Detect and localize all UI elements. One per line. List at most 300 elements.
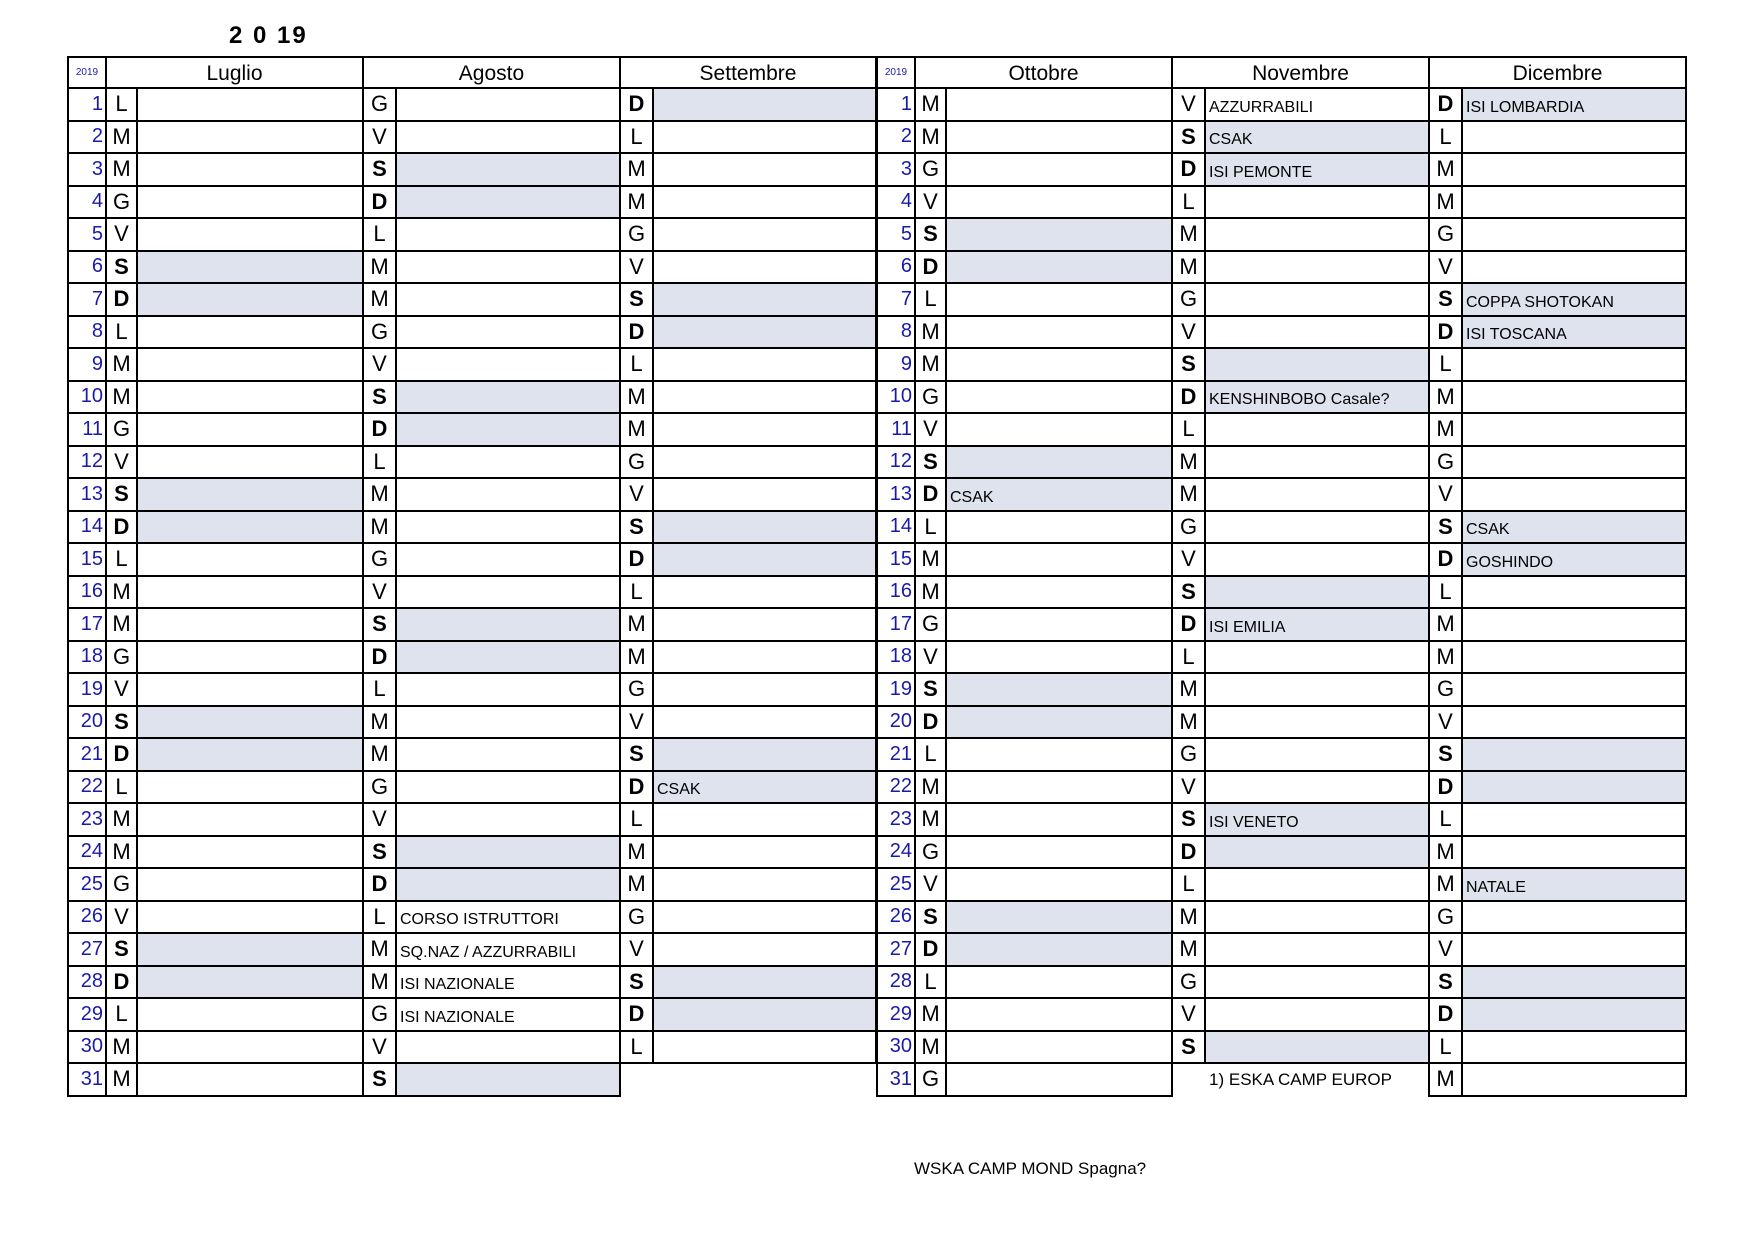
weekday-letter-ottobre: G [915, 836, 946, 869]
day-number: 21 [68, 738, 106, 771]
weekday-letter-ottobre: D [915, 478, 946, 511]
day-row [68, 316, 876, 349]
event-cell-luglio[interactable] [137, 511, 363, 544]
weekday-letter-dicembre: M [1429, 413, 1462, 446]
page-title: 2 0 19 [229, 22, 308, 49]
day-row [877, 1063, 1686, 1096]
weekday-letter-settembre: D [620, 543, 653, 576]
event-cell-dicembre[interactable] [1462, 153, 1686, 186]
event-cell-novembre[interactable]: AZZURRABILI [1205, 88, 1429, 121]
event-cell-ottobre[interactable]: CSAK [946, 478, 1172, 511]
weekday-letter-ottobre: D [915, 706, 946, 739]
day-row [68, 186, 876, 219]
event-cell-novembre[interactable] [1205, 771, 1429, 804]
event-cell-dicembre[interactable] [1462, 641, 1686, 674]
event-cell-agosto[interactable] [396, 251, 620, 284]
event-cell-settembre[interactable] [653, 933, 876, 966]
weekday-letter-novembre: D [1172, 153, 1205, 186]
event-cell-dicembre[interactable] [1462, 1063, 1686, 1096]
event-cell-agosto[interactable] [396, 283, 620, 316]
event-cell-agosto[interactable] [396, 511, 620, 544]
event-cell-luglio[interactable] [137, 348, 363, 381]
day-row [68, 771, 876, 804]
event-cell-dicembre[interactable] [1462, 251, 1686, 284]
day-number: 8 [877, 316, 915, 349]
day-row [68, 543, 876, 576]
footer-note: WSKA CAMP MOND Spagna? [914, 1159, 1147, 1178]
weekday-letter-luglio: L [106, 88, 137, 121]
event-cell-ottobre[interactable] [946, 1063, 1172, 1096]
event-cell-ottobre[interactable] [946, 901, 1172, 934]
event-cell-luglio[interactable] [137, 218, 363, 251]
event-cell-novembre[interactable] [1205, 933, 1429, 966]
event-cell-dicembre[interactable] [1462, 901, 1686, 934]
event-cell-agosto[interactable]: ISI NAZIONALE [396, 998, 620, 1031]
day-row [877, 706, 1686, 739]
day-number: 28 [877, 966, 915, 999]
weekday-letter-settembre: V [620, 933, 653, 966]
event-cell-agosto[interactable] [396, 576, 620, 609]
event-cell-agosto[interactable]: SQ.NAZ / AZZURRABILI [396, 933, 620, 966]
event-cell-dicembre[interactable]: ISI TOSCANA [1462, 316, 1686, 349]
event-cell-luglio[interactable] [137, 1063, 363, 1096]
event-cell-settembre[interactable] [653, 738, 876, 771]
day-number: 22 [877, 771, 915, 804]
event-cell-ottobre[interactable] [946, 283, 1172, 316]
event-cell-ottobre[interactable] [946, 1031, 1172, 1064]
weekday-letter-settembre: V [620, 706, 653, 739]
event-cell-novembre[interactable] [1205, 283, 1429, 316]
weekday-letter-ottobre: G [915, 381, 946, 414]
day-row [68, 966, 876, 999]
weekday-letter-settembre: M [620, 413, 653, 446]
weekday-letter-dicembre: D [1429, 88, 1462, 121]
event-cell-dicembre[interactable] [1462, 966, 1686, 999]
event-cell-settembre[interactable] [653, 673, 876, 706]
event-cell-agosto[interactable] [396, 316, 620, 349]
weekday-letter-ottobre: V [915, 641, 946, 674]
day-row [68, 88, 876, 121]
day-row [877, 186, 1686, 219]
event-cell-agosto[interactable] [396, 706, 620, 739]
day-number: 25 [877, 868, 915, 901]
weekday-letter-dicembre: L [1429, 1031, 1462, 1064]
event-cell-luglio[interactable] [137, 901, 363, 934]
day-row [877, 803, 1686, 836]
weekday-letter-luglio: V [106, 673, 137, 706]
event-cell-dicembre[interactable] [1462, 348, 1686, 381]
event-cell-agosto[interactable] [396, 121, 620, 154]
event-cell-luglio[interactable] [137, 543, 363, 576]
event-cell-agosto[interactable] [396, 803, 620, 836]
event-cell-settembre[interactable] [653, 316, 876, 349]
weekday-letter-agosto: G [363, 88, 396, 121]
event-cell-agosto[interactable] [396, 478, 620, 511]
weekday-letter-ottobre: V [915, 413, 946, 446]
event-cell-dicembre[interactable]: NATALE [1462, 868, 1686, 901]
event-cell-settembre[interactable] [653, 706, 876, 739]
weekday-letter-dicembre: D [1429, 998, 1462, 1031]
event-cell-agosto[interactable]: ISI NAZIONALE [396, 966, 620, 999]
event-cell-ottobre[interactable] [946, 153, 1172, 186]
event-cell-ottobre[interactable] [946, 868, 1172, 901]
event-cell-agosto[interactable] [396, 446, 620, 479]
day-row [68, 511, 876, 544]
event-cell-settembre[interactable] [653, 511, 876, 544]
event-cell-agosto[interactable] [396, 771, 620, 804]
weekday-letter-novembre: S [1172, 348, 1205, 381]
day-number: 13 [68, 478, 106, 511]
event-cell-ottobre[interactable] [946, 966, 1172, 999]
event-cell-settembre[interactable] [653, 88, 876, 121]
event-cell-luglio[interactable] [137, 641, 363, 674]
event-cell-ottobre[interactable] [946, 803, 1172, 836]
event-cell-dicembre[interactable] [1462, 381, 1686, 414]
event-cell-luglio[interactable] [137, 966, 363, 999]
event-cell-novembre[interactable] [1205, 543, 1429, 576]
weekday-letter-settembre: G [620, 673, 653, 706]
event-cell-novembre[interactable] [1205, 348, 1429, 381]
weekday-letter-luglio: L [106, 771, 137, 804]
event-cell-novembre[interactable] [1205, 218, 1429, 251]
weekday-letter-novembre: M [1172, 901, 1205, 934]
event-cell-luglio[interactable] [137, 316, 363, 349]
event-cell-luglio[interactable] [137, 186, 363, 219]
event-cell-agosto[interactable] [396, 348, 620, 381]
event-cell-luglio[interactable] [137, 608, 363, 641]
weekday-letter-novembre: G [1172, 966, 1205, 999]
event-cell-settembre[interactable] [653, 608, 876, 641]
event-cell-settembre[interactable] [653, 218, 876, 251]
event-cell-luglio[interactable] [137, 998, 363, 1031]
weekday-letter-ottobre: M [915, 121, 946, 154]
event-cell-ottobre[interactable] [946, 251, 1172, 284]
weekday-letter-luglio: M [106, 153, 137, 186]
event-cell-settembre[interactable] [653, 186, 876, 219]
event-cell-agosto[interactable] [396, 608, 620, 641]
event-cell-novembre[interactable] [1205, 836, 1429, 869]
event-cell-luglio[interactable] [137, 381, 363, 414]
event-cell-agosto[interactable] [396, 641, 620, 674]
event-cell-luglio[interactable] [137, 576, 363, 609]
event-cell-novembre[interactable] [1205, 641, 1429, 674]
weekday-letter-luglio: V [106, 218, 137, 251]
event-cell-settembre[interactable] [653, 966, 876, 999]
event-cell-ottobre[interactable] [946, 218, 1172, 251]
event-cell-agosto[interactable] [396, 673, 620, 706]
event-cell-ottobre[interactable] [946, 121, 1172, 154]
event-cell-settembre[interactable] [653, 576, 876, 609]
event-cell-settembre[interactable] [653, 478, 876, 511]
day-number: 20 [877, 706, 915, 739]
event-cell-dicembre[interactable] [1462, 673, 1686, 706]
weekday-letter-settembre: M [620, 836, 653, 869]
event-cell-luglio[interactable] [137, 413, 363, 446]
weekday-letter-agosto: L [363, 446, 396, 479]
weekday-letter-novembre: S [1172, 121, 1205, 154]
weekday-letter-luglio: M [106, 576, 137, 609]
event-cell-novembre[interactable] [1205, 576, 1429, 609]
event-cell-ottobre[interactable] [946, 641, 1172, 674]
event-cell-settembre[interactable] [653, 283, 876, 316]
event-cell-dicembre[interactable] [1462, 738, 1686, 771]
event-cell-settembre[interactable] [653, 446, 876, 479]
weekday-letter-luglio: M [106, 348, 137, 381]
weekday-letter-novembre: G [1172, 283, 1205, 316]
event-cell-dicembre[interactable] [1462, 413, 1686, 446]
day-row [68, 803, 876, 836]
event-cell-dicembre[interactable] [1462, 771, 1686, 804]
weekday-letter-novembre: M [1172, 673, 1205, 706]
event-cell-luglio[interactable] [137, 153, 363, 186]
event-cell-luglio[interactable] [137, 478, 363, 511]
event-cell-settembre[interactable] [653, 153, 876, 186]
event-cell-luglio[interactable] [137, 446, 363, 479]
weekday-letter-agosto: M [363, 251, 396, 284]
day-number: 19 [877, 673, 915, 706]
event-cell-ottobre[interactable] [946, 576, 1172, 609]
event-cell-novembre[interactable]: KENSHINBOBO Casale? [1205, 381, 1429, 414]
weekday-letter-agosto: D [363, 186, 396, 219]
event-cell-dicembre[interactable] [1462, 121, 1686, 154]
day-number: 27 [68, 933, 106, 966]
event-cell-dicembre[interactable] [1462, 608, 1686, 641]
event-cell-agosto[interactable] [396, 1031, 620, 1064]
weekday-letter-settembre: S [620, 511, 653, 544]
event-cell-agosto[interactable] [396, 153, 620, 186]
event-cell-luglio[interactable] [137, 121, 363, 154]
event-cell-settembre[interactable] [653, 641, 876, 674]
event-cell-dicembre[interactable]: CSAK [1462, 511, 1686, 544]
weekday-letter-novembre: M [1172, 933, 1205, 966]
event-cell-luglio[interactable] [137, 1031, 363, 1064]
weekday-letter-settembre: L [620, 121, 653, 154]
event-cell-dicembre[interactable] [1462, 836, 1686, 869]
weekday-letter-luglio: M [106, 121, 137, 154]
event-cell-novembre[interactable] [1205, 901, 1429, 934]
event-cell-novembre[interactable] [1205, 868, 1429, 901]
event-cell-dicembre[interactable] [1462, 576, 1686, 609]
event-cell-agosto[interactable] [396, 381, 620, 414]
event-cell-luglio[interactable] [137, 933, 363, 966]
day-number: 20 [68, 706, 106, 739]
event-cell-luglio[interactable] [137, 283, 363, 316]
event-cell-dicembre[interactable]: GOSHINDO [1462, 543, 1686, 576]
event-cell-settembre[interactable] [653, 381, 876, 414]
event-cell-novembre[interactable]: ISI VENETO [1205, 803, 1429, 836]
weekday-letter-luglio: L [106, 998, 137, 1031]
event-cell-ottobre[interactable] [946, 381, 1172, 414]
event-cell-dicembre[interactable] [1462, 186, 1686, 219]
day-number: 11 [877, 413, 915, 446]
day-number: 10 [68, 381, 106, 414]
day-number: 1 [877, 88, 915, 121]
weekday-letter-settembre: M [620, 381, 653, 414]
event-cell-luglio[interactable] [137, 771, 363, 804]
weekday-letter-settembre: M [620, 641, 653, 674]
event-cell-dicembre[interactable] [1462, 933, 1686, 966]
day-row [68, 836, 876, 869]
event-cell-novembre[interactable] [1205, 413, 1429, 446]
event-cell-dicembre[interactable] [1462, 998, 1686, 1031]
day-number: 23 [68, 803, 106, 836]
day-row [877, 641, 1686, 674]
day-row [877, 88, 1686, 121]
event-cell-dicembre[interactable] [1462, 706, 1686, 739]
event-cell-settembre[interactable] [653, 348, 876, 381]
event-cell-agosto[interactable] [396, 543, 620, 576]
day-row [68, 381, 876, 414]
event-cell-luglio[interactable] [137, 706, 363, 739]
weekday-letter-novembre: M [1172, 251, 1205, 284]
event-cell-agosto[interactable] [396, 738, 620, 771]
event-cell-ottobre[interactable] [946, 511, 1172, 544]
weekday-letter-novembre: G [1172, 511, 1205, 544]
event-cell-ottobre[interactable] [946, 186, 1172, 219]
day-row [68, 218, 876, 251]
event-cell-ottobre[interactable] [946, 933, 1172, 966]
weekday-letter-ottobre: M [915, 1031, 946, 1064]
event-cell-novembre[interactable] [1205, 511, 1429, 544]
day-number: 22 [68, 771, 106, 804]
day-row [877, 673, 1686, 706]
day-row [877, 576, 1686, 609]
event-cell-dicembre[interactable] [1462, 446, 1686, 479]
event-cell-novembre[interactable] [1205, 738, 1429, 771]
weekday-letter-agosto: V [363, 121, 396, 154]
event-cell-ottobre[interactable] [946, 543, 1172, 576]
weekday-letter-ottobre: M [915, 316, 946, 349]
event-cell-novembre[interactable] [1205, 316, 1429, 349]
event-cell-luglio[interactable] [137, 868, 363, 901]
weekday-letter-novembre: S [1172, 1031, 1205, 1064]
event-cell-novembre[interactable] [1205, 998, 1429, 1031]
event-cell-ottobre[interactable] [946, 316, 1172, 349]
day-row [68, 608, 876, 641]
weekday-letter-dicembre: V [1429, 933, 1462, 966]
event-cell-novembre[interactable] [1205, 251, 1429, 284]
event-cell-settembre[interactable] [653, 121, 876, 154]
weekday-letter-settembre: S [620, 738, 653, 771]
event-cell-luglio[interactable] [137, 836, 363, 869]
event-cell-settembre[interactable] [653, 868, 876, 901]
weekday-letter-ottobre: G [915, 608, 946, 641]
event-cell-luglio[interactable] [137, 738, 363, 771]
event-cell-settembre[interactable] [653, 901, 876, 934]
event-cell-settembre[interactable]: CSAK [653, 771, 876, 804]
event-cell-luglio[interactable] [137, 88, 363, 121]
day-number: 28 [68, 966, 106, 999]
weekday-letter-agosto: M [363, 933, 396, 966]
event-cell-dicembre[interactable]: ISI LOMBARDIA [1462, 88, 1686, 121]
event-cell-agosto[interactable] [396, 836, 620, 869]
event-cell-ottobre[interactable] [946, 836, 1172, 869]
event-cell-ottobre[interactable] [946, 673, 1172, 706]
day-number: 23 [877, 803, 915, 836]
weekday-letter-agosto: S [363, 153, 396, 186]
event-cell-ottobre[interactable] [946, 413, 1172, 446]
event-cell-agosto[interactable] [396, 413, 620, 446]
event-cell-novembre[interactable] [1205, 1031, 1429, 1064]
day-row [877, 998, 1686, 1031]
weekday-letter-luglio: S [106, 706, 137, 739]
event-cell-settembre[interactable] [653, 1031, 876, 1064]
event-cell-novembre[interactable]: CSAK [1205, 121, 1429, 154]
event-cell-ottobre[interactable] [946, 771, 1172, 804]
event-cell-novembre[interactable] [1205, 478, 1429, 511]
day-number: 3 [68, 153, 106, 186]
weekday-letter-agosto: D [363, 868, 396, 901]
weekday-letter-dicembre: V [1429, 706, 1462, 739]
event-cell-dicembre[interactable] [1462, 478, 1686, 511]
event-cell-settembre[interactable] [653, 803, 876, 836]
event-cell-dicembre[interactable] [1462, 1031, 1686, 1064]
event-cell-novembre[interactable] [1205, 446, 1429, 479]
day-row [877, 348, 1686, 381]
event-cell-dicembre[interactable] [1462, 218, 1686, 251]
day-row [68, 641, 876, 674]
event-cell-dicembre[interactable] [1462, 803, 1686, 836]
event-cell-agosto[interactable] [396, 218, 620, 251]
weekday-letter-ottobre: G [915, 153, 946, 186]
event-cell-ottobre[interactable] [946, 608, 1172, 641]
event-cell-agosto[interactable] [396, 868, 620, 901]
event-cell-dicembre[interactable]: COPPA SHOTOKAN [1462, 283, 1686, 316]
event-cell-ottobre[interactable] [946, 738, 1172, 771]
event-cell-ottobre[interactable] [946, 88, 1172, 121]
event-cell-luglio[interactable] [137, 803, 363, 836]
weekday-letter-ottobre: M [915, 543, 946, 576]
event-cell-agosto[interactable]: CORSO ISTRUTTORI [396, 901, 620, 934]
weekday-letter-settembre: D [620, 998, 653, 1031]
weekday-letter-agosto: D [363, 641, 396, 674]
event-cell-agosto[interactable] [396, 1063, 620, 1096]
event-cell-novembre[interactable]: ISI PEMONTE [1205, 153, 1429, 186]
day-number: 19 [68, 673, 106, 706]
day-row [68, 673, 876, 706]
event-cell-settembre[interactable] [653, 836, 876, 869]
day-number: 15 [877, 543, 915, 576]
event-cell-settembre[interactable] [653, 413, 876, 446]
event-cell-agosto[interactable] [396, 186, 620, 219]
event-cell-ottobre[interactable] [946, 706, 1172, 739]
event-cell-ottobre[interactable] [946, 446, 1172, 479]
event-cell-agosto[interactable] [396, 88, 620, 121]
event-cell-novembre[interactable]: ISI EMILIA [1205, 608, 1429, 641]
weekday-letter-novembre: M [1172, 478, 1205, 511]
event-cell-novembre[interactable] [1205, 186, 1429, 219]
event-cell-settembre[interactable] [653, 543, 876, 576]
event-cell-settembre[interactable] [653, 251, 876, 284]
weekday-letter-novembre: V [1172, 771, 1205, 804]
event-cell-novembre[interactable] [1205, 966, 1429, 999]
event-cell-settembre[interactable] [653, 998, 876, 1031]
event-cell-ottobre[interactable] [946, 998, 1172, 1031]
weekday-letter-dicembre: D [1429, 771, 1462, 804]
weekday-letter-luglio: M [106, 836, 137, 869]
weekday-letter-luglio: V [106, 901, 137, 934]
weekday-letter-novembre: S [1172, 803, 1205, 836]
event-cell-luglio[interactable] [137, 673, 363, 706]
event-cell-luglio[interactable] [137, 251, 363, 284]
day-row [877, 511, 1686, 544]
day-row [68, 933, 876, 966]
day-number: 30 [877, 1031, 915, 1064]
event-cell-novembre[interactable] [1205, 673, 1429, 706]
event-cell-novembre[interactable] [1205, 706, 1429, 739]
event-cell-ottobre[interactable] [946, 348, 1172, 381]
weekday-letter-luglio: D [106, 283, 137, 316]
